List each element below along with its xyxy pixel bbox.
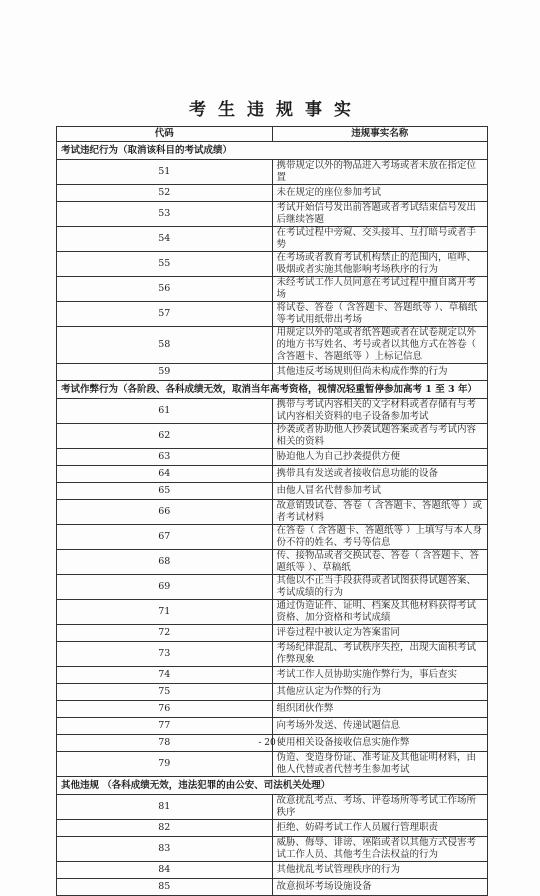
violation-description: 将试卷、答卷（ 含答题卡、答题纸等 ）、草稿纸等考试用纸带出考场	[272, 302, 488, 327]
violation-description: 向考场外发送、传递试题信息	[272, 718, 488, 735]
header-name: 违规事实名称	[272, 127, 488, 142]
table-row	[57, 820, 488, 837]
violation-description: 威胁、侮辱、诽谤、诬陷或者以其他方式侵害考试工作人员、其他考生合法权益的行为	[272, 837, 488, 862]
table-row	[57, 642, 488, 667]
table-row	[57, 701, 488, 718]
violation-description: 评卷过程中被认定为答案雷同	[272, 625, 488, 642]
section-heading-row	[57, 777, 488, 795]
violation-code: 52	[57, 185, 273, 202]
table-row	[57, 364, 488, 381]
violation-code: 78	[57, 735, 273, 752]
violation-description: 胁迫他人为自己抄袭提供方便	[272, 449, 488, 466]
violation-description: 抄袭或者协助他人抄袭试题答案或者与考试内容相关的资料	[272, 424, 488, 449]
violation-code: 54	[57, 227, 273, 252]
violation-code: 74	[57, 667, 273, 684]
violation-description: 其他违反考场规则但尚未构成作弊的行为	[272, 364, 488, 381]
table-row	[57, 625, 488, 642]
violation-code: 83	[57, 837, 273, 862]
table-row	[57, 752, 488, 777]
violation-description: 使用相关设备接收信息实施作弊	[272, 735, 488, 752]
section-heading: 考试违纪行为（取消该科目的考试成绩）	[57, 142, 488, 160]
violation-code: 71	[57, 600, 273, 625]
violation-code: 53	[57, 202, 273, 227]
table-row	[57, 449, 488, 466]
table-row	[57, 202, 488, 227]
violation-code: 81	[57, 795, 273, 820]
violation-description: 故意损坏考场设施设备	[272, 879, 488, 896]
header-code: 代码	[57, 127, 273, 142]
violation-description: 伪造、变造身份证、准考证及其他证明材料，由他人代替或者代替考生参加考试	[272, 752, 488, 777]
table-header-row	[57, 127, 488, 142]
violation-code: 59	[57, 364, 273, 381]
table-row	[57, 667, 488, 684]
table-row	[57, 500, 488, 525]
violation-description: 携带与考试内容相关的文字材料或者存储有与考试内容相关资料的电子设备参加考试	[272, 399, 488, 424]
violation-code: 72	[57, 625, 273, 642]
section-heading-row	[57, 381, 488, 399]
table-row	[57, 718, 488, 735]
violation-description: 携带规定以外的物品进入考场或者未放在指定位置	[272, 160, 488, 185]
section-heading: 其他违规 （各科成绩无效，违法犯罪的由公安、司法机关处理）	[57, 777, 488, 795]
table-row	[57, 600, 488, 625]
violation-code: 61	[57, 399, 273, 424]
violation-description: 考场纪律混乱、考试秩序失控，出现大面积考试作弊现象	[272, 642, 488, 667]
violation-code: 63	[57, 449, 273, 466]
violation-code: 66	[57, 500, 273, 525]
violation-table	[56, 126, 488, 896]
table-row	[57, 525, 488, 550]
violation-code: 55	[57, 252, 273, 277]
section-heading: 考试作弊行为（各阶段、各科成绩无效，取消当年高考资格，视情况轻重暂停参加高考 1 至 3 年）	[57, 381, 488, 399]
violation-code: 67	[57, 525, 273, 550]
violation-description: 其他应认定为作弊的行为	[272, 684, 488, 701]
violation-code: 76	[57, 701, 273, 718]
violation-code: 58	[57, 327, 273, 364]
violation-code: 82	[57, 820, 273, 837]
table-row	[57, 327, 488, 364]
table-row	[57, 185, 488, 202]
violation-description: 在答卷（ 含答题卡、答题纸等 ）上填写与本人身份不符的姓名、考号等信息	[272, 525, 488, 550]
page-number: - 20 -	[258, 738, 282, 748]
table-row	[57, 466, 488, 483]
violation-code: 79	[57, 752, 273, 777]
violation-code: 84	[57, 862, 273, 879]
table-body	[57, 142, 488, 896]
violation-code: 75	[57, 684, 273, 701]
table-row	[57, 424, 488, 449]
violation-code: 69	[57, 575, 273, 600]
table-row	[57, 575, 488, 600]
violation-code: 51	[57, 160, 273, 185]
violation-description: 故意销毁试卷、答卷（ 含答题卡、答题纸等 ）或者考试材料	[272, 500, 488, 525]
table-row	[57, 879, 488, 896]
violation-description: 考试开始信号发出前答题或者考试结束信号发出后继续答题	[272, 202, 488, 227]
violation-code: 77	[57, 718, 273, 735]
violation-description: 用规定以外的笔或者纸答题或者在试卷规定以外的地方书写姓名、考号或者以其他方式在答卷（ 含答题卡、答题纸等 ）上标记信息	[272, 327, 488, 364]
violation-code: 56	[57, 277, 273, 302]
violation-description: 携带具有发送或者接收信息功能的设备	[272, 466, 488, 483]
violation-code: 85	[57, 879, 273, 896]
violation-code: 73	[57, 642, 273, 667]
violation-description: 在考场或者教育考试机构禁止的范围内，喧哗、吸烟或者实施其他影响考场秩序的行为	[272, 252, 488, 277]
violation-code: 65	[57, 483, 273, 500]
table-row	[57, 837, 488, 862]
violation-code: 68	[57, 550, 273, 575]
violation-description: 考试工作人员协助实施作弊行为，事后查实	[272, 667, 488, 684]
page-title: 考生违规事实	[189, 100, 363, 120]
violation-description: 传、接物品或者交换试卷、答卷（ 含答题卡、答题纸等 ）、草稿纸	[272, 550, 488, 575]
violation-description: 组织团伙作弊	[272, 701, 488, 718]
table-row	[57, 399, 488, 424]
violation-description: 在考试过程中旁窥、交头接耳、互打暗号或者手势	[272, 227, 488, 252]
violation-description: 拒绝、妨碍考试工作人员履行管理职责	[272, 820, 488, 837]
section-heading-row	[57, 142, 488, 160]
violation-code: 64	[57, 466, 273, 483]
table-row	[57, 227, 488, 252]
violation-description: 通过伪造证件、证明、档案及其他材料获得考试资格、加分资格和考试成绩	[272, 600, 488, 625]
table-row	[57, 302, 488, 327]
violation-description: 其他扰乱考试管理秩序的行为	[272, 862, 488, 879]
violation-description: 故意扰乱考点、考场、评卷场所等考试工作场所秩序	[272, 795, 488, 820]
table-row	[57, 550, 488, 575]
table-row	[57, 862, 488, 879]
table-row	[57, 252, 488, 277]
violation-description: 由他人冒名代替参加考试	[272, 483, 488, 500]
violation-description: 其他以不正当手段获得或者试图获得试题答案、考试成绩的行为	[272, 575, 488, 600]
violation-description: 未经考试工作人员同意在考试过程中擅自离开考场	[272, 277, 488, 302]
table-row	[57, 483, 488, 500]
table-row	[57, 160, 488, 185]
table-row	[57, 277, 488, 302]
violation-code: 57	[57, 302, 273, 327]
violation-description: 未在规定的座位参加考试	[272, 185, 488, 202]
table-row	[57, 795, 488, 820]
table-row	[57, 684, 488, 701]
violation-code: 62	[57, 424, 273, 449]
